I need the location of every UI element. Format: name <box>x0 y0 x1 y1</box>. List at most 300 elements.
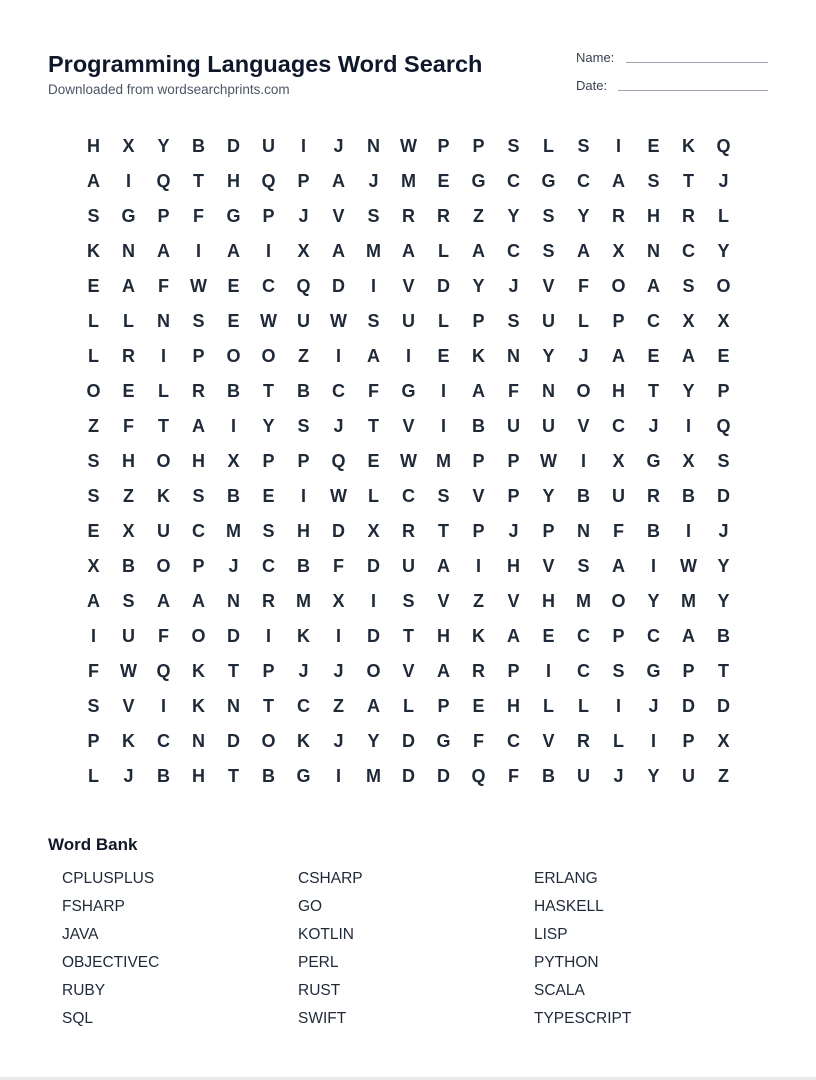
grid-cell: X <box>682 451 695 471</box>
grid-cell: L <box>543 136 554 156</box>
grid-cell: F <box>158 276 169 296</box>
grid-cell: A <box>367 346 380 366</box>
word-bank-item: SCALA <box>534 982 585 999</box>
grid-cell: V <box>542 276 555 296</box>
grid-cell: G <box>296 766 311 786</box>
grid-cell: Z <box>718 766 729 786</box>
grid-cell: M <box>366 766 381 786</box>
grid-cell: Y <box>542 346 555 366</box>
grid-cell: P <box>472 451 485 471</box>
grid-cell: T <box>403 626 414 646</box>
grid-cell: S <box>542 206 555 226</box>
grid-cell: W <box>260 311 277 331</box>
grid-cell: Z <box>473 591 484 611</box>
date-label: Date: <box>576 78 608 93</box>
name-line[interactable] <box>626 62 768 63</box>
grid-cell: Q <box>296 276 311 296</box>
grid-cell: V <box>542 731 555 751</box>
grid-cell: E <box>437 346 450 366</box>
grid-cell: P <box>717 381 730 401</box>
grid-cell: J <box>298 661 309 681</box>
grid-cell: E <box>87 276 100 296</box>
grid-cell: A <box>192 591 205 611</box>
grid-cell: R <box>437 206 450 226</box>
grid-cell: T <box>193 171 204 191</box>
grid-cell: H <box>437 626 450 646</box>
grid-cell: L <box>578 311 589 331</box>
grid-cell: X <box>227 451 240 471</box>
grid-cell: P <box>682 661 695 681</box>
grid-cell: H <box>647 206 660 226</box>
grid-cell: J <box>648 696 659 716</box>
grid-cell: I <box>265 626 271 646</box>
grid-cell: S <box>367 206 380 226</box>
grid-cell: V <box>437 591 450 611</box>
grid-cell: W <box>330 311 347 331</box>
grid-cell: U <box>402 556 415 576</box>
grid-cell: I <box>160 696 166 716</box>
grid-cell: A <box>647 276 660 296</box>
grid-cell: I <box>440 416 446 436</box>
grid-cell: I <box>160 346 166 366</box>
grid-cell: P <box>472 136 485 156</box>
grid-cell: C <box>577 171 590 191</box>
grid-cell: V <box>122 696 135 716</box>
grid-cell: U <box>507 416 520 436</box>
grid-cell: I <box>370 276 376 296</box>
grid-cell: E <box>227 311 240 331</box>
grid-cell: H <box>507 696 520 716</box>
grid-cell: J <box>298 206 309 226</box>
word-bank-item: RUBY <box>62 982 106 999</box>
grid-cell: F <box>88 661 99 681</box>
grid-cell: I <box>125 171 131 191</box>
grid-cell: S <box>122 591 135 611</box>
page-title: Programming Languages Word Search <box>48 51 483 77</box>
grid-cell: E <box>647 136 660 156</box>
grid-cell: G <box>541 171 556 191</box>
grid-cell: B <box>122 556 135 576</box>
grid-cell: F <box>333 556 344 576</box>
grid-cell: S <box>542 241 555 261</box>
grid-cell: N <box>157 311 170 331</box>
grid-cell: L <box>438 241 449 261</box>
grid-cell: C <box>507 241 520 261</box>
grid-cell: T <box>228 766 239 786</box>
grid-cell: R <box>682 206 695 226</box>
grid-cell: J <box>333 661 344 681</box>
name-label: Name: <box>576 50 615 65</box>
grid-cell: B <box>227 381 240 401</box>
grid-cell: R <box>577 731 590 751</box>
grid-cell: O <box>191 626 206 646</box>
grid-cell: H <box>192 451 205 471</box>
grid-cell: Q <box>716 136 731 156</box>
grid-cell: D <box>717 696 730 716</box>
grid-cell: B <box>577 486 590 506</box>
grid-cell: S <box>577 556 590 576</box>
grid-cell: Q <box>331 451 346 471</box>
grid-cell: L <box>158 381 169 401</box>
grid-cell: K <box>472 346 485 366</box>
word-bank-item: PERL <box>298 954 339 971</box>
word-bank-list <box>62 868 770 1036</box>
grid-cell: V <box>402 416 415 436</box>
grid-cell: W <box>400 136 417 156</box>
grid-cell: D <box>402 731 415 751</box>
grid-cell: S <box>297 416 310 436</box>
grid-cell: A <box>227 241 240 261</box>
grid-cell: O <box>716 276 731 296</box>
grid-cell: P <box>542 521 555 541</box>
grid-cell: M <box>576 591 591 611</box>
grid-cell: V <box>507 591 520 611</box>
grid-cell: F <box>508 766 519 786</box>
grid-cell: P <box>262 206 275 226</box>
grid-cell: A <box>87 591 100 611</box>
grid-cell: H <box>507 556 520 576</box>
grid-cell: A <box>472 381 485 401</box>
grid-cell: A <box>367 696 380 716</box>
grid-cell: D <box>367 626 380 646</box>
grid-cell: Q <box>261 171 276 191</box>
grid-cell: K <box>87 241 100 261</box>
grid-cell: Z <box>333 696 344 716</box>
grid-cell: G <box>121 206 136 226</box>
grid-cell: H <box>612 381 625 401</box>
grid-cell: J <box>333 731 344 751</box>
grid-cell: I <box>650 556 656 576</box>
grid-cell: C <box>157 731 170 751</box>
grid-cell: F <box>578 276 589 296</box>
grid-cell: S <box>717 451 730 471</box>
grid-cell: C <box>332 381 345 401</box>
grid-cell: O <box>576 381 591 401</box>
grid-cell: U <box>682 766 695 786</box>
grid-cell: C <box>192 521 205 541</box>
grid-cell: L <box>88 346 99 366</box>
grid-cell: Y <box>647 766 660 786</box>
grid-cell: V <box>542 556 555 576</box>
grid-cell: F <box>613 521 624 541</box>
grid-cell: T <box>263 696 274 716</box>
grid-cell: Y <box>647 591 660 611</box>
grid-cell: O <box>156 451 171 471</box>
grid-cell: W <box>400 451 417 471</box>
grid-cell: J <box>508 521 519 541</box>
grid-cell: J <box>718 171 729 191</box>
grid-cell: R <box>472 661 485 681</box>
grid-cell: R <box>612 206 625 226</box>
grid-cell: J <box>648 416 659 436</box>
grid-cell: D <box>682 696 695 716</box>
grid-cell: H <box>542 591 555 611</box>
grid-cell: Z <box>473 206 484 226</box>
date-line[interactable] <box>618 90 768 91</box>
grid-cell: S <box>507 136 520 156</box>
grid-cell: S <box>402 591 415 611</box>
grid-cell: V <box>577 416 590 436</box>
word-bank-item: LISP <box>534 926 568 943</box>
grid-cell: K <box>122 731 135 751</box>
grid-cell: A <box>472 241 485 261</box>
grid-cell: I <box>440 381 446 401</box>
grid-cell: L <box>123 311 134 331</box>
grid-cell: Q <box>471 766 486 786</box>
grid-cell: J <box>123 766 134 786</box>
grid-cell: F <box>123 416 134 436</box>
word-bank-item: SQL <box>62 1010 94 1027</box>
grid-cell: Y <box>577 206 590 226</box>
grid-cell: Q <box>716 416 731 436</box>
grid-cell: P <box>472 521 485 541</box>
word-bank-item: OBJECTIVEC <box>62 954 160 971</box>
grid-cell: Y <box>262 416 275 436</box>
grid-cell: N <box>227 591 240 611</box>
grid-cell: U <box>612 486 625 506</box>
grid-cell: N <box>122 241 135 261</box>
grid-cell: Z <box>88 416 99 436</box>
grid-cell: N <box>542 381 555 401</box>
grid-cell: G <box>471 171 486 191</box>
grid-cell: Y <box>717 241 730 261</box>
grid-cell: S <box>192 486 205 506</box>
word-bank-title: Word Bank <box>48 835 138 854</box>
grid-cell: H <box>297 521 310 541</box>
grid-cell: O <box>611 276 626 296</box>
grid-cell: C <box>577 626 590 646</box>
grid-cell: A <box>122 276 135 296</box>
grid-cell: A <box>332 241 345 261</box>
grid-cell: B <box>542 766 555 786</box>
grid-cell: X <box>682 311 695 331</box>
grid-cell: C <box>507 731 520 751</box>
grid-cell: Y <box>472 276 485 296</box>
grid-cell: P <box>472 311 485 331</box>
grid-cell: A <box>402 241 415 261</box>
word-bank-item: CSHARP <box>298 870 363 887</box>
grid-cell: S <box>577 136 590 156</box>
grid-cell: P <box>437 136 450 156</box>
grid-cell: C <box>682 241 695 261</box>
grid-cell: S <box>612 661 625 681</box>
grid-cell: K <box>472 626 485 646</box>
grid-cell: N <box>192 731 205 751</box>
grid-cell: U <box>122 626 135 646</box>
grid-cell: Y <box>507 206 520 226</box>
grid-cell: I <box>475 556 481 576</box>
grid-cell: O <box>261 346 276 366</box>
grid-cell: R <box>647 486 660 506</box>
grid-cell: T <box>228 661 239 681</box>
grid-cell: B <box>472 416 485 436</box>
name-field[interactable] <box>576 50 768 68</box>
word-bank-item: CPLUSPLUS <box>62 870 155 887</box>
grid-cell: S <box>367 311 380 331</box>
grid-cell: U <box>402 311 415 331</box>
grid-cell: L <box>543 696 554 716</box>
grid-cell: X <box>612 451 625 471</box>
grid-cell: D <box>437 276 450 296</box>
grid-cell: E <box>262 486 275 506</box>
word-bank-item: JAVA <box>62 926 99 943</box>
grid-cell: P <box>297 171 310 191</box>
grid-cell: L <box>718 206 729 226</box>
word-bank-item: KOTLIN <box>298 926 354 943</box>
grid-cell: R <box>402 521 415 541</box>
grid-cell: S <box>647 171 660 191</box>
date-field[interactable] <box>576 78 768 96</box>
grid-cell: P <box>612 626 625 646</box>
grid-cell: D <box>402 766 415 786</box>
grid-cell: R <box>262 591 275 611</box>
grid-cell: M <box>401 171 416 191</box>
grid-cell: T <box>158 416 169 436</box>
grid-cell: I <box>615 136 621 156</box>
grid-cell: L <box>438 311 449 331</box>
grid-cell: P <box>192 346 205 366</box>
grid-cell: X <box>87 556 100 576</box>
grid-cell: W <box>120 661 137 681</box>
grid-cell: A <box>577 241 590 261</box>
grid-cell: C <box>647 626 660 646</box>
grid-cell: E <box>647 346 660 366</box>
grid-cell: Y <box>367 731 380 751</box>
grid-cell: U <box>262 136 275 156</box>
grid-cell: N <box>507 346 520 366</box>
grid-cell: U <box>542 311 555 331</box>
grid-cell: S <box>192 311 205 331</box>
grid-cell: T <box>648 381 659 401</box>
grid-cell: P <box>297 451 310 471</box>
grid-cell: X <box>367 521 380 541</box>
grid-cell: T <box>683 171 694 191</box>
grid-cell: V <box>332 206 345 226</box>
grid-cell: Y <box>717 591 730 611</box>
grid-cell: O <box>226 346 241 366</box>
grid-cell: I <box>685 521 691 541</box>
grid-cell: F <box>193 206 204 226</box>
grid-cell: D <box>332 276 345 296</box>
grid-cell: I <box>580 451 586 471</box>
word-bank-item: RUST <box>298 982 341 999</box>
grid-cell: V <box>402 276 415 296</box>
grid-cell: R <box>192 381 205 401</box>
grid-cell: I <box>230 416 236 436</box>
grid-cell: A <box>332 171 345 191</box>
grid-cell: T <box>438 521 449 541</box>
grid-cell: Y <box>542 486 555 506</box>
grid-cell: J <box>228 556 239 576</box>
grid-cell: I <box>300 136 306 156</box>
grid-cell: D <box>367 556 380 576</box>
grid-cell: C <box>612 416 625 436</box>
grid-cell: M <box>436 451 451 471</box>
grid-cell: E <box>437 171 450 191</box>
grid-cell: J <box>613 766 624 786</box>
grid-cell: E <box>542 626 555 646</box>
grid-cell: C <box>262 276 275 296</box>
grid-cell: B <box>262 766 275 786</box>
grid-cell: U <box>542 416 555 436</box>
grid-cell: H <box>192 766 205 786</box>
grid-cell: P <box>507 661 520 681</box>
grid-cell: U <box>297 311 310 331</box>
grid-cell: U <box>577 766 590 786</box>
grid-cell: K <box>297 731 310 751</box>
grid-cell: M <box>226 521 241 541</box>
grid-cell: F <box>158 626 169 646</box>
grid-cell: Z <box>123 486 134 506</box>
word-bank-item: TYPESCRIPT <box>534 1010 632 1027</box>
grid-cell: A <box>682 346 695 366</box>
grid-cell: A <box>612 171 625 191</box>
grid-cell: S <box>507 311 520 331</box>
word-bank-item: SWIFT <box>298 1010 347 1027</box>
grid-cell: C <box>507 171 520 191</box>
grid-cell: J <box>333 416 344 436</box>
grid-cell: X <box>122 521 135 541</box>
word-bank-item: HASKELL <box>534 898 604 915</box>
grid-cell: C <box>577 661 590 681</box>
grid-cell: A <box>612 556 625 576</box>
grid-cell: A <box>192 416 205 436</box>
grid-cell: P <box>682 731 695 751</box>
grid-cell: E <box>227 276 240 296</box>
grid-cell: I <box>335 346 341 366</box>
grid-cell: L <box>403 696 414 716</box>
grid-cell: A <box>507 626 520 646</box>
grid-cell: P <box>262 451 275 471</box>
grid-cell: Y <box>682 381 695 401</box>
grid-cell: I <box>300 486 306 506</box>
grid-cell: E <box>122 381 135 401</box>
grid-cell: E <box>717 346 730 366</box>
grid-cell: M <box>681 591 696 611</box>
grid-cell: F <box>368 381 379 401</box>
grid-cell: I <box>615 696 621 716</box>
grid-cell: L <box>88 766 99 786</box>
grid-cell: D <box>227 626 240 646</box>
grid-cell: Q <box>156 661 171 681</box>
grid-cell: S <box>437 486 450 506</box>
grid-cell: B <box>717 626 730 646</box>
grid-cell: A <box>437 661 450 681</box>
grid-cell: E <box>472 696 485 716</box>
grid-cell: P <box>612 311 625 331</box>
source-credit: Downloaded from wordsearchprints.com <box>48 82 290 97</box>
grid-cell: Y <box>717 556 730 576</box>
grid-cell: H <box>87 136 100 156</box>
grid-cell: J <box>368 171 379 191</box>
grid-cell: Q <box>156 171 171 191</box>
grid-cell: O <box>156 556 171 576</box>
grid-cell: V <box>472 486 485 506</box>
grid-cell: C <box>647 311 660 331</box>
grid-cell: D <box>437 766 450 786</box>
grid-cell: B <box>192 136 205 156</box>
grid-cell: S <box>87 486 100 506</box>
grid-cell: P <box>437 696 450 716</box>
grid-cell: K <box>157 486 170 506</box>
grid-cell: P <box>157 206 170 226</box>
grid-cell: X <box>717 311 730 331</box>
grid-cell: I <box>335 626 341 646</box>
grid-cell: C <box>297 696 310 716</box>
grid-cell: G <box>226 206 241 226</box>
grid-cell: B <box>647 521 660 541</box>
grid-cell: B <box>227 486 240 506</box>
